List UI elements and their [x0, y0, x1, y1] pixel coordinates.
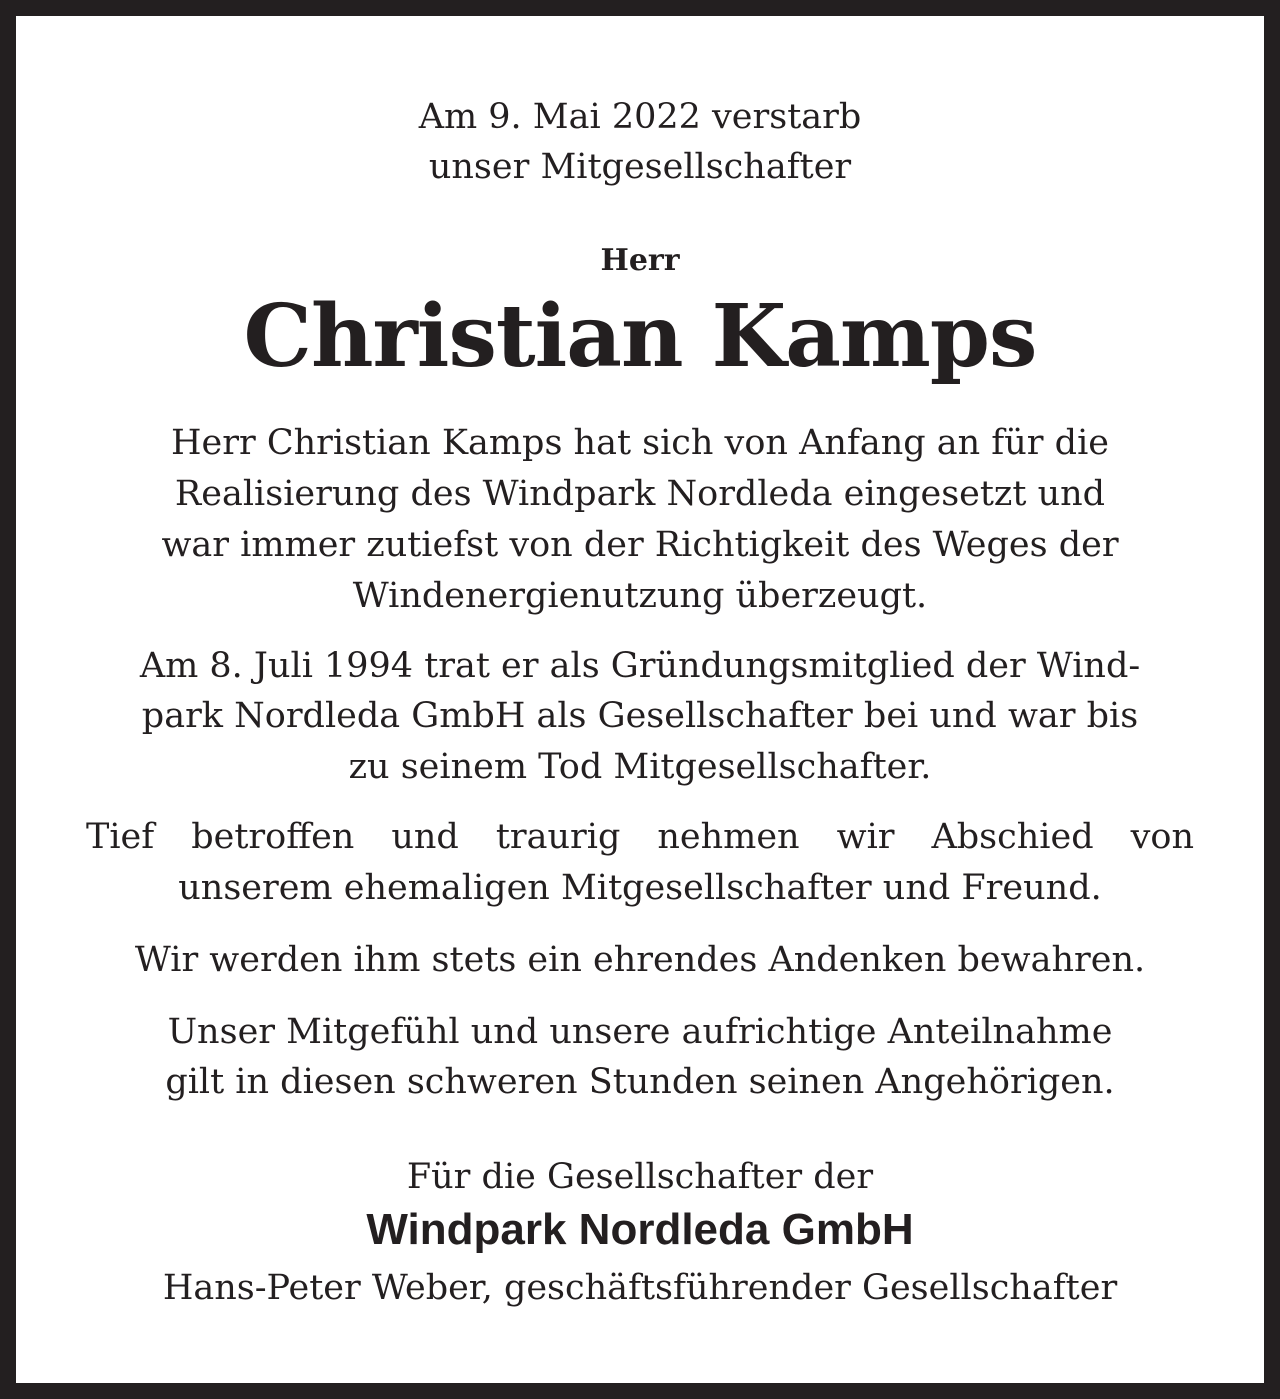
paragraph-line: Wir werden ihm stets ein ehrendes Andenken bewahren. — [134, 940, 1146, 980]
company-name: Windpark Nordleda GmbH — [366, 1205, 914, 1254]
paragraph-line: unserem ehemaligen Mitgesellschafter und Freund. — [178, 868, 1102, 908]
intro-line: unser Mitgesellschafter — [428, 147, 852, 187]
paragraph-line: park Nordleda GmbH als Gesellschafter bei und war bis — [141, 696, 1139, 736]
signature-preface: Für die Gesellschafter der — [406, 1157, 874, 1197]
paragraph-line: Unser Mitgefühl und unsere aufrichtige Anteilnahme — [167, 1012, 1113, 1052]
signer: Hans-Peter Weber, geschäftsführender Gesellschafter — [162, 1268, 1118, 1308]
paragraph-line: Am 8. Juli 1994 trat er als Gründungsmitglied der Wind- — [139, 646, 1141, 686]
paragraph-line: Herr Christian Kamps hat sich von Anfang an für die — [171, 423, 1109, 463]
salutation: Herr — [600, 243, 680, 278]
paragraph-line: zu seinem Tod Mitgesellschafter. — [348, 747, 932, 787]
paragraph-line: Tief betroffen und traurig nehmen wir Abschied von — [86, 817, 1194, 857]
paragraph-line: Realisierung des Windpark Nordleda eingesetzt und — [174, 474, 1106, 514]
deceased-name: Christian Kamps — [243, 286, 1037, 387]
paragraph-line: war immer zutiefst von der Richtigkeit des Weges der — [161, 525, 1119, 565]
intro-line: Am 9. Mai 2022 verstarb — [418, 97, 862, 137]
paragraph-line: gilt in diesen schweren Stunden seinen Angehörigen. — [165, 1062, 1115, 1102]
paragraph-line: Windenergienutzung überzeugt. — [352, 576, 928, 616]
